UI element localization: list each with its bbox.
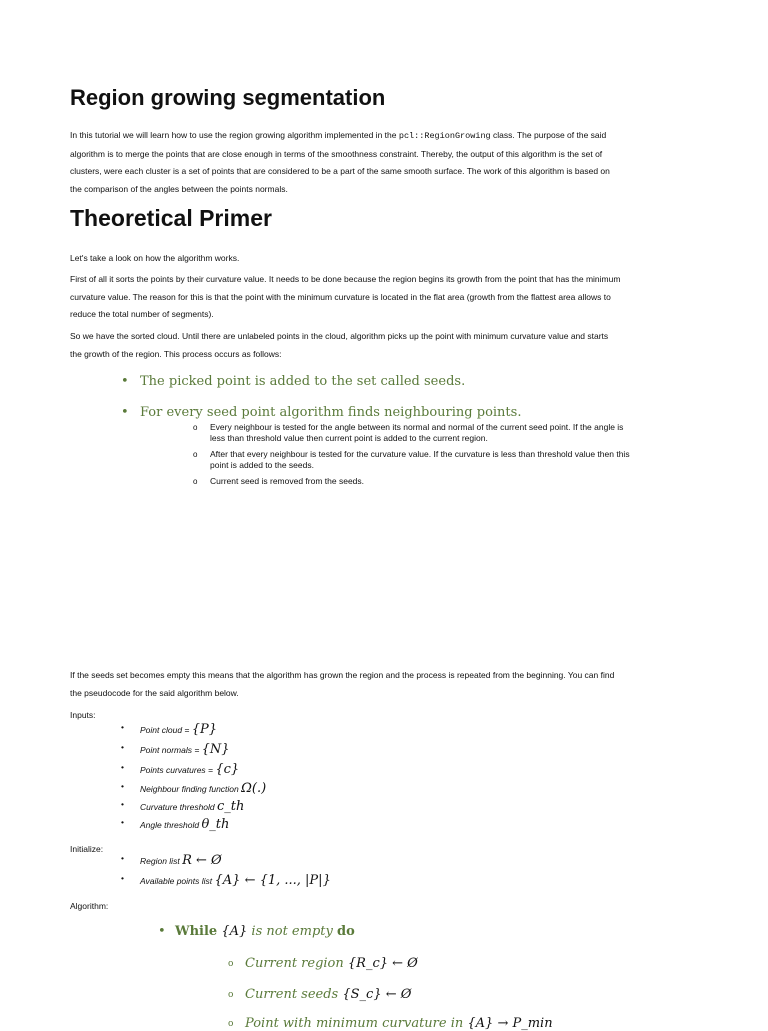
bullet-icon: • [121,405,129,420]
bullet-icon: • [121,781,124,791]
circle-bullet-icon: o [193,423,198,432]
intro-line-3: clusters, were each cluster is a set of points that are considered to be a part of the same smooth surface. The work of this algorithm is based on [70,166,610,176]
bullet-icon: • [121,762,124,772]
bullet-icon: • [121,722,124,732]
paragraph-intro-algorithm: Let's take a look on how the algorithm works. [70,253,240,263]
circle-bullet-icon: o [228,990,234,1000]
paragraph-sorting: First of all it sorts the points by their curvature value. It needs to be done because the region begins its growth from the point that has the minimum curvature value. The reason for this is that the point with the minimum curvature is located in the flat area (growth from the flattest area allows to reduce the total number of segments). [70,274,621,319]
algorithm-label: Algorithm: [70,901,109,911]
initialize-label: Initialize: [70,844,104,854]
bullet-icon: • [121,799,124,809]
circle-bullet-icon: o [228,959,234,969]
bullet-icon: • [121,817,124,827]
bullet-icon: • [121,374,129,389]
class-name-code: pcl::RegionGrowing [398,131,491,141]
page-title: Region growing segmentation [70,85,386,110]
document-page: Region growing segmentation In this tutorial we will learn how to use the region growing algorithm implemented in the pcl::RegionGrowing class. The purpose of the said algorithm is to merge the points that are close enough in terms of the smoothness constraint. Thereby, the output of this algorithm is the set of clusters, were each cluster is a set of points that are considered to be a part of the same smooth surface. The work of this algorithm is based on the comparison of the angles between the points normals. Theoretical Primer Let's take a look on how the algorithm works. First of all it sorts the points by their curvature value. It needs to be done because the region begins its growth from the point that has the minimum curvature value. The reason for this is that the point with the minimum curvature is located in the flat area (growth from the flattest area allows to reduce the total number of segments). So we have the sorted cloud. Until there are unlabeled points in the cloud, algorithm picks up the point with minimum curvature value and starts the growth of the region. This process occurs as follows: • The picked point is added to the set called seeds. • For every seed point algorithm finds neighbouring points. o Every neighbour is tested for the angle between its normal and normal of the current seed point. If the angle is less than threshold value then current point is added to the current region. o After that every neighbour is tested for the curvature value. If the curvature is less than threshold value then this point is added to the seeds. o Current seed is removed from the seeds. If the seeds set becomes empty this means that the algorithm has grown the region and the process is repeated from the beginning. You can find the pseudocode for the said algorithm below. Inputs: • Point cloud = {P} • Point normals = {N} • Points curvatures = {c} • Neighbour finding function Ω(.) • Curvature threshold c_th • Angle threshold θ_th Initialize: • Region list R ← Ø • Available points list {A} ← {1, ..., |P|} Algorithm: • While {A} is not empty do o Current region {R_c} ← Ø o Current seeds {S_c} ← Ø o Point with minimum curvature in {A} → P_min [0,0,768,1024]
circle-bullet-icon: o [193,450,198,459]
bullet-icon: • [121,873,124,883]
bullet-icon: • [158,924,166,939]
intro-paragraph [70,127,690,198]
paragraph-sorted-cloud: So we have the sorted cloud. Until there are unlabeled points in the cloud, algorithm picks up the point with minimum curvature value and starts the growth of the region. This process occurs as follows: [70,331,609,359]
intro-line-2: algorithm is to merge the points that are close enough in terms of the smoothness constraint. Thereby, the output of this algorithm is the set of [70,148,603,159]
circle-bullet-icon: o [193,477,198,486]
bullet-icon: • [121,853,124,863]
circle-bullet-icon: o [228,1019,234,1029]
paragraph-seeds-empty: If the seeds set becomes empty this means that the algorithm has grown the region and the process is repeated from the beginning. You can find the pseudocode for the said algorithm below. [70,670,615,698]
section-heading-theoretical-primer: Theoretical Primer [70,205,272,231]
inputs-label: Inputs: [70,710,96,720]
intro-line-4: the comparison of the angles between the points normals. [70,183,288,194]
intro-line-1: In this tutorial we will learn how to use the region growing algorithm implemented in the pcl::RegionGrowing class. The purpose of the said [70,130,607,141]
bullet-icon: • [121,742,124,752]
